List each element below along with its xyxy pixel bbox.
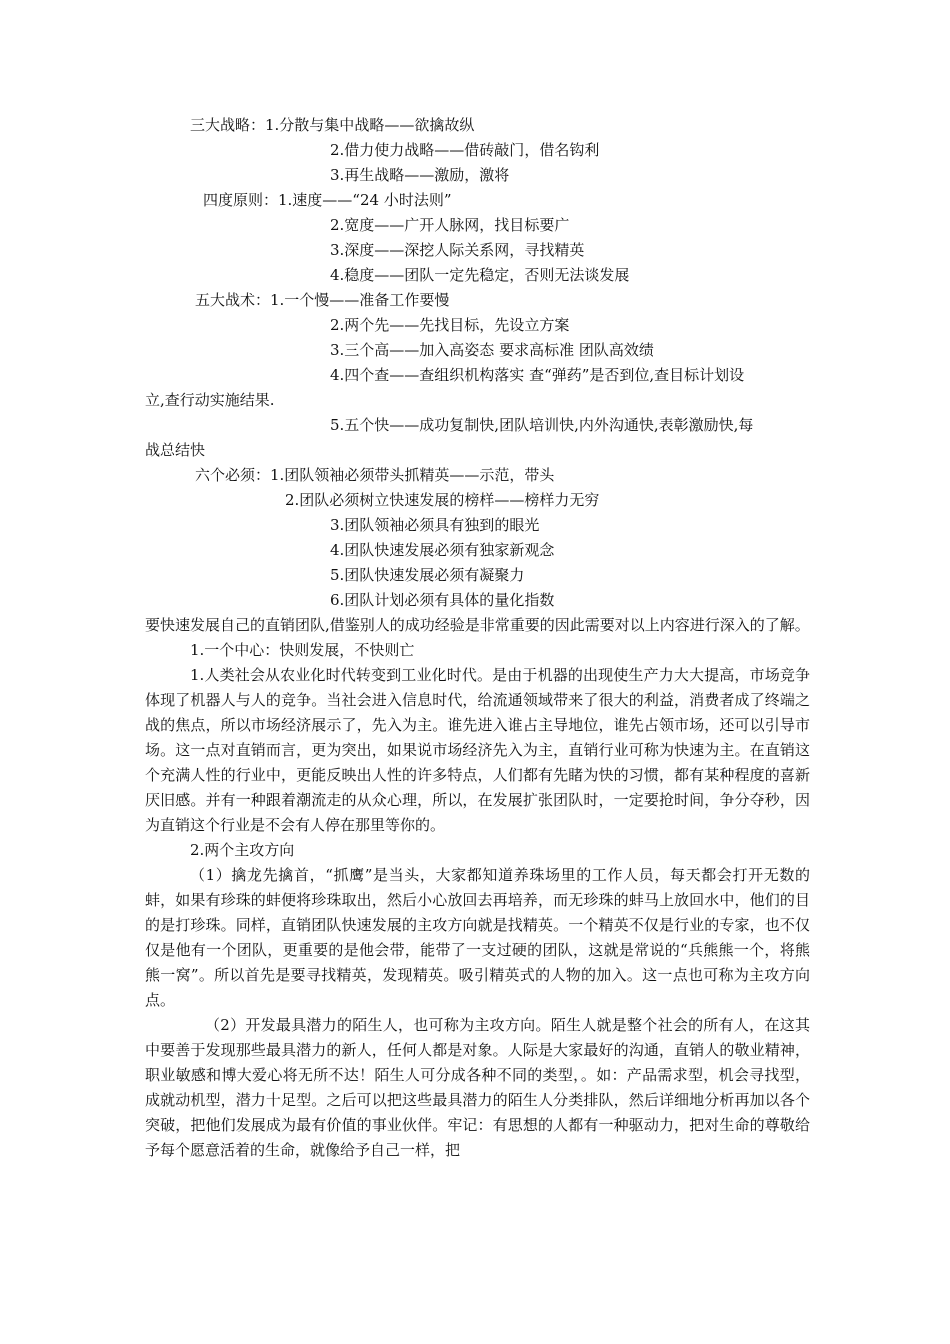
- outline-three-strategies-3: 3.再生战略——激励，激将: [330, 166, 510, 184]
- outline-five-tactics-4a: 4.四个查——查组织机构落实 查“弹药”是否到位,查目标计划设: [330, 366, 745, 384]
- outline-six-musts-6: 6.团队计划必须有具体的量化指数: [330, 591, 555, 609]
- outline-six-musts-2: 2.团队必须树立快速发展的榜样——榜样力无穷: [285, 491, 600, 509]
- paragraph-stranger-direction: （2）开发最具潜力的陌生人，也可称为主攻方向。陌生人就是整个社会的所有人，在这其中要善于发现那些最具潜力的新人，任何人都是对象。人际是大家最好的沟通，直销人的敬业精神，职业敏感和博大爱心将无所不达！陌生人可分成各种不同的类型，。如：产品需求型，机会寻找型，成就动机型，潜力十足型。之后可以把这些最具潜力的陌生人分类排队，然后详细地分析再加以各个突破，把他们发展成为最有价值的事业伙伴。牢记：有思想的人都有一种驱动力，把对生命的尊敬给予每个愿意活着的生命，就像给予自己一样，把: [145, 1016, 810, 1159]
- outline-four-principles-2: 2.宽度——广开人脉网，找目标要广: [330, 216, 570, 234]
- outline-five-tactics-3: 3.三个高——加入高姿态 要求高标准 团队高效绩: [330, 341, 654, 359]
- outline-five-tactics-5a: 5.五个快——成功复制快,团队培训快,内外沟通快,表彰激励快,每: [330, 416, 754, 434]
- section-heading-one-center: 1.一个中心：快则发展，不快则亡: [190, 641, 415, 659]
- outline-five-tactics-2: 2.两个先——先找目标，先设立方案: [330, 316, 570, 334]
- outline-six-musts-1: 六个必须：1.团队领袖必须带头抓精英——示范，带头: [195, 466, 555, 484]
- outline-six-musts-3: 3.团队领袖必须具有独到的眼光: [330, 516, 540, 534]
- outline-five-tactics-4b: 立,查行动实施结果.: [145, 391, 275, 409]
- paragraph-fast-development: 1.人类社会从农业化时代转变到工业化时代。是由于机器的出现使生产力大大提高，市场竞争体现了机器人与人的竞争。当社会进入信息时代，给流通领域带来了很大的利益，消费者成了终端之战的焦点，所以市场经济展示了，先入为主。谁先进入谁占主导地位，谁先占领市场，还可以引导市场。这一点对直销而言，更为突出，如果说市场经济先入为主，直销行业可称为快速为主。在直销这个充满人性的行业中，更能反映出人性的许多特点，人们都有先睹为快的习惯，都有某种程度的喜新厌旧感。并有一种跟着潮流走的从众心理，所以，在发展扩张团队时，一定要抢时间，争分夺秒，因为直销这个行业是不会有人停在那里等你的。: [145, 666, 810, 834]
- outline-three-strategies-1: 三大战略：1.分散与集中战略——欲擒故纵: [190, 116, 475, 134]
- intro-paragraph: 要快速发展自己的直销团队,借鉴别人的成功经验是非常重要的因此需要对以上内容进行深入的了解。: [145, 616, 810, 634]
- paragraph-elite-direction: （1）擒龙先擒首，“抓鹰”是当头，大家都知道养珠场里的工作人员，每天都会打开无数的蚌，如果有珍珠的蚌便将珍珠取出，然后小心放回去再培养，而无珍珠的蚌马上放回水中，他们的目的是打珍珠。同样，直销团队快速发展的主攻方向就是找精英。一个精英不仅是行业的专家，也不仅仅是他有一个团队，更重要的是他会带，能带了一支过硬的团队，这就是常说的“兵熊熊一个，将熊熊一窝”。所以首先是要寻找精英，发现精英。吸引精英式的人物的加入。这一点也可称为主攻方向点。: [145, 866, 810, 1009]
- outline-three-strategies-2: 2.借力使力战略——借砖敲门，借名钩利: [330, 141, 600, 159]
- outline-five-tactics-5b: 战总结快: [145, 441, 206, 459]
- outline-five-tactics-1: 五大战术：1.一个慢——准备工作要慢: [195, 291, 450, 309]
- section-heading-two-directions: 2.两个主攻方向: [190, 841, 295, 859]
- document-page: [145, 113, 810, 1163]
- outline-four-principles-4: 4.稳度——团队一定先稳定，否则无法谈发展: [330, 266, 630, 284]
- outline-four-principles-1: 四度原则：1.速度——“24 小时法则”: [203, 191, 452, 209]
- outline-four-principles-3: 3.深度——深挖人际关系网，寻找精英: [330, 241, 585, 259]
- outline-six-musts-4: 4.团队快速发展必须有独家新观念: [330, 541, 555, 559]
- outline-six-musts-5: 5.团队快速发展必须有凝聚力: [330, 566, 525, 584]
